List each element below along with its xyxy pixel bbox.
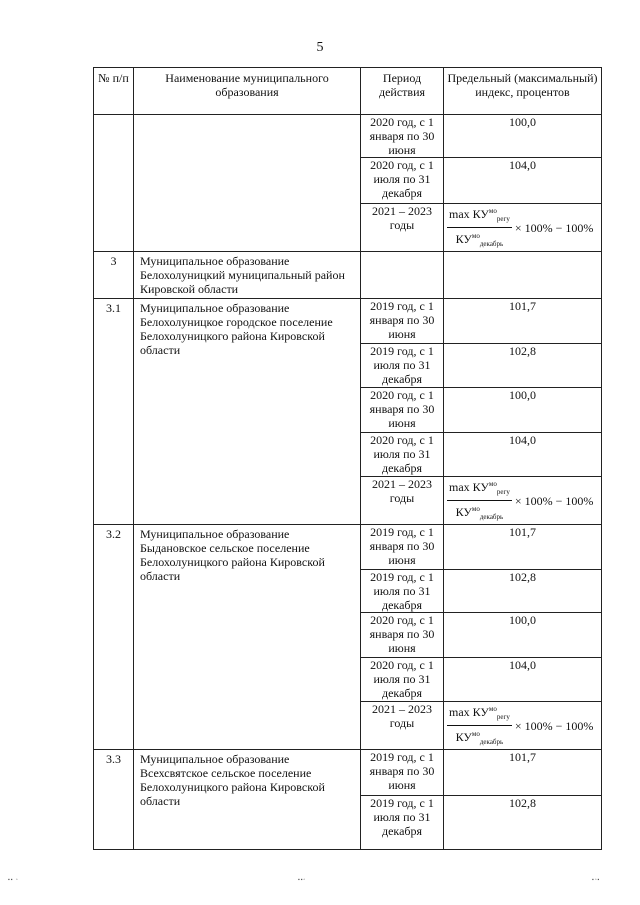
formula-fraction <box>447 477 512 524</box>
scan-mark: ▪▫▪ <box>592 878 601 883</box>
formula-subscript: регу <box>496 488 510 496</box>
index-formula-cell <box>444 702 602 750</box>
period-cell: 2020 год, с 1 января по 30 июня <box>361 115 444 158</box>
header-index: Предельный (максимальный) индекс, процентов <box>444 68 602 115</box>
index-value: 104,0 <box>444 433 602 477</box>
index-value: 104,0 <box>444 158 602 204</box>
formula-tail: × 100% − 100% <box>514 493 594 508</box>
period-cell: 2020 год, с 1 января по 30 июня <box>361 613 444 658</box>
index-value: 102,8 <box>444 344 602 388</box>
formula-denominator: $КУ^{мо}_{декабрь}$ <box>455 505 504 521</box>
formula-denominator: $КУ^{мо}_{декабрь}$ <box>455 730 504 746</box>
formula-superscript: мо <box>488 207 497 215</box>
formula-subscript: декабрь <box>479 738 504 746</box>
period-cell: 2020 год, с 1 июля по 31 декабря <box>361 158 444 204</box>
index-value: 101,7 <box>444 525 602 570</box>
period-cell: 2020 год, с 1 июля по 31 декабря <box>361 433 444 477</box>
table-header-row <box>94 68 602 115</box>
row-number: 3.3 <box>94 750 134 850</box>
row-number: 3 <box>94 252 134 299</box>
formula-numerator: $\max КУ^{мо}_{регу}$ <box>447 204 512 228</box>
header-num: № п/п <box>94 68 134 115</box>
table-row <box>94 115 602 158</box>
period-cell: 2019 год, с 1 июля по 31 декабря <box>361 344 444 388</box>
period-cell: 2019 год, с 1 июля по 31 декабря <box>361 570 444 613</box>
index-formula <box>444 204 601 251</box>
index-formula-cell <box>444 204 602 252</box>
formula-superscript: мо <box>471 232 480 240</box>
period-cell-empty <box>361 252 444 299</box>
municipality-name: Муниципальное образование Белохолуницкий муниципальный район Кировской области <box>134 252 361 299</box>
page-number: 5 <box>316 40 324 55</box>
scan-mark: ▪▪ ▫ <box>8 878 19 883</box>
index-formula <box>444 477 601 524</box>
table-row <box>94 299 602 344</box>
period-cell: 2021 – 2023 годы <box>361 702 444 750</box>
period-cell: 2021 – 2023 годы <box>361 477 444 525</box>
table-row <box>94 750 602 796</box>
index-value: 102,8 <box>444 570 602 613</box>
formula-subscript: декабрь <box>479 513 504 521</box>
formula-denominator: $КУ^{мо}_{декабрь}$ <box>455 232 504 248</box>
formula-subscript: декабрь <box>479 240 504 248</box>
index-value: 104,0 <box>444 658 602 702</box>
period-cell: 2019 год, с 1 января по 30 июня <box>361 525 444 570</box>
index-value: 101,7 <box>444 299 602 344</box>
formula-superscript: мо <box>488 480 497 488</box>
index-formula <box>444 702 601 749</box>
period-cell: 2020 год, с 1 января по 30 июня <box>361 388 444 433</box>
table-row <box>94 525 602 570</box>
cell-name <box>134 115 361 252</box>
formula-subscript: регу <box>496 713 510 721</box>
formula-fraction <box>447 204 512 251</box>
municipality-name: Муниципальное образование Белохолуницкое городское поселение Белохолуницкого района Кировской области <box>134 299 361 525</box>
formula-superscript: мо <box>471 505 480 513</box>
tariff-index-table <box>93 67 602 850</box>
period-cell: 2021 – 2023 годы <box>361 204 444 252</box>
index-formula-cell <box>444 477 602 525</box>
index-value: 100,0 <box>444 115 602 158</box>
scan-mark: ▪▪▫ <box>298 878 307 883</box>
index-value: 100,0 <box>444 613 602 658</box>
cell-num <box>94 115 134 252</box>
index-value: 100,0 <box>444 388 602 433</box>
formula-tail: × 100% − 100% <box>514 220 594 235</box>
row-number: 3.2 <box>94 525 134 750</box>
formula-subscript: регу <box>496 215 510 223</box>
index-cell-empty <box>444 252 602 299</box>
formula-superscript: мо <box>488 705 497 713</box>
table-row <box>94 252 602 299</box>
header-period: Период действия <box>361 68 444 115</box>
municipality-name: Муниципальное образование Быдановское сельское поселение Белохолуницкого района Кировской области <box>134 525 361 750</box>
municipality-name: Муниципальное образование Всехсвятское сельское поселение Белохолуницкого района Кировской области <box>134 750 361 850</box>
header-name: Наименование муниципального образования <box>134 68 361 115</box>
index-value: 102,8 <box>444 796 602 850</box>
formula-numerator: $\max КУ^{мо}_{регу}$ <box>447 477 512 501</box>
formula-superscript: мо <box>471 730 480 738</box>
period-cell: 2019 год, с 1 января по 30 июня <box>361 750 444 796</box>
formula-fraction <box>447 702 512 749</box>
formula-numerator: $\max КУ^{мо}_{регу}$ <box>447 702 512 726</box>
formula-tail: × 100% − 100% <box>514 718 594 733</box>
period-cell: 2019 год, с 1 июля по 31 декабря <box>361 796 444 850</box>
row-number: 3.1 <box>94 299 134 525</box>
index-value: 101,7 <box>444 750 602 796</box>
period-cell: 2019 год, с 1 января по 30 июня <box>361 299 444 344</box>
period-cell: 2020 год, с 1 июля по 31 декабря <box>361 658 444 702</box>
